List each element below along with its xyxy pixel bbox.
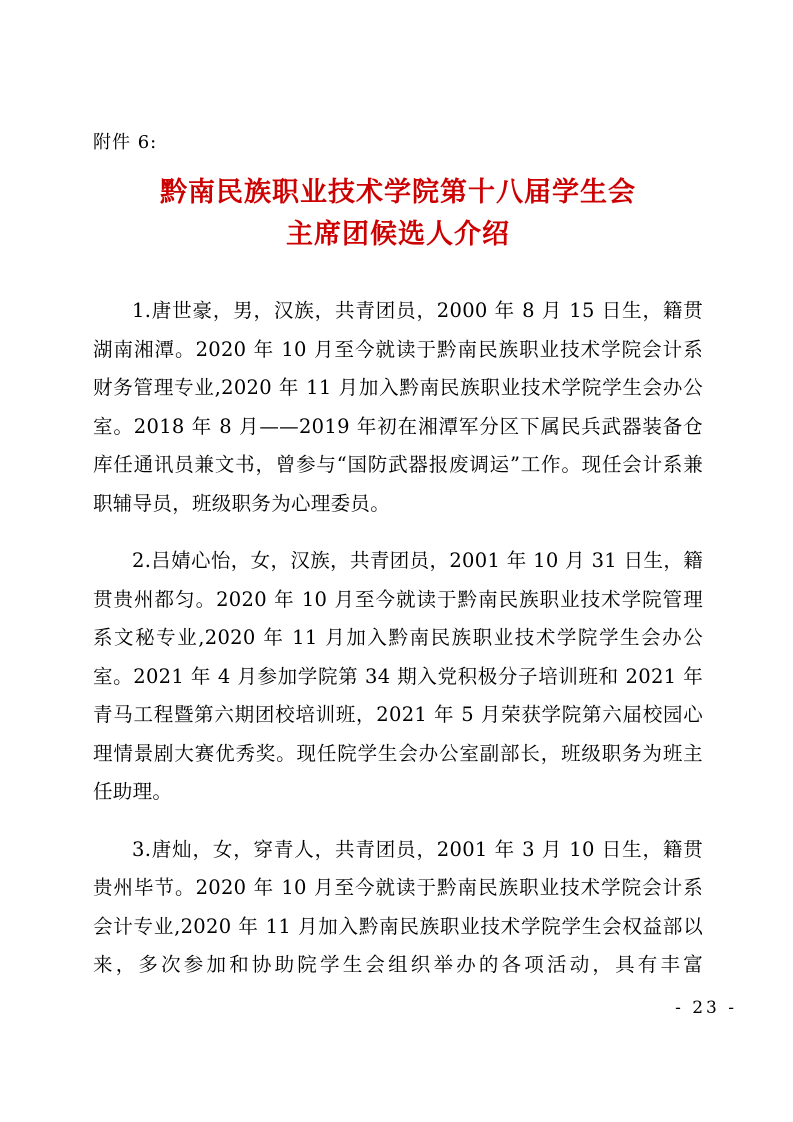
candidate-paragraph-1: 1.唐世豪，男，汉族，共青团员，2000 年 8 月 15 日生，籍贯湖南湘潭。2020 年 10 月至今就读于黔南民族职业技术学院会计系财务管理专业,2020 年 11 月加入黔南民族职业技术学院学生会办公室。2018 年 8 月——2019 年初在湘潭军分区下属民兵武器装备仓库任通讯员兼文书，曾参与“国防武器报废调运”工作。现任会计系兼职辅导员，班级职务为心理委员。 xyxy=(93,299,703,515)
candidate-paragraph-3: 3.唐灿，女，穿青人，共青团员，2001 年 3 月 10 日生，籍贯贵州毕节。2020 年 10 月至今就读于黔南民族职业技术学院会计系会计专业,2020 年 11 月加入黔南民族职业技术学院学生会权益部以来，多次参加和协助院学生会组织举办的各项活动，具有丰富 xyxy=(93,837,703,976)
candidate-paragraph-2: 2.吕婧心怡，女，汉族，共青团员，2001 年 10 月 31 日生，籍贯贵州都匀。2020 年 10 月至今就读于黔南民族职业技术学院管理系文秘专业,2020 年 11 月加入黔南民族职业技术学院学生会办公室。2021 年 4 月参加学院第 34 期入党积极分子培训班和 2021 年青马工程暨第六期团校培训班，2021 年 5 月荣获学院第六届校园心理情景剧大赛优秀奖。现任院学生会办公室副部长，班级职务为班主任助理。 xyxy=(93,549,703,803)
page-number: - 23 - xyxy=(675,998,737,1018)
document-title-line-2: 主席团候选人介绍 xyxy=(286,219,510,250)
document-body xyxy=(93,292,703,985)
document-title-line-1: 黔南民族职业技术学院第十八届学生会 xyxy=(160,177,636,208)
attachment-label: 附件 6: xyxy=(93,132,158,153)
document-title xyxy=(93,172,703,256)
